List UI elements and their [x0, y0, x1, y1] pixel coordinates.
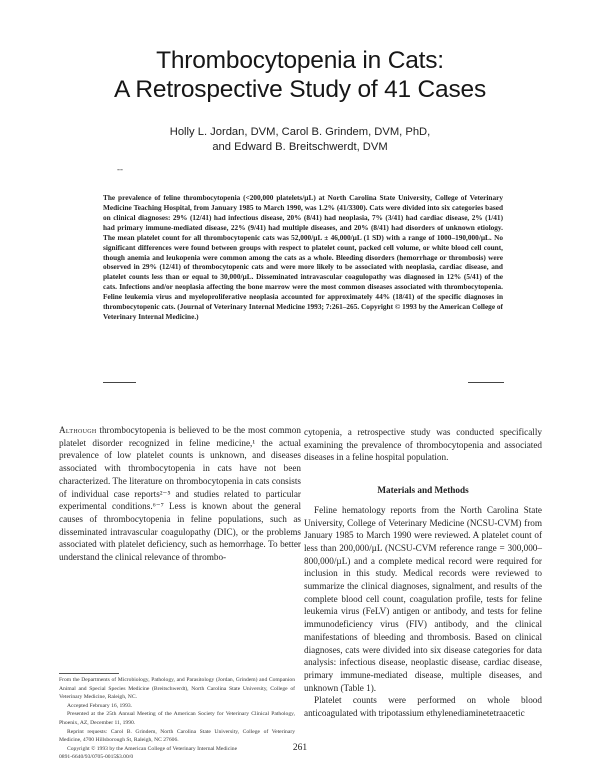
- title-line-1: Thrombocytopenia in Cats:: [156, 47, 444, 74]
- authors-line-2: and Edward B. Breitschwerdt, DVM: [212, 141, 388, 153]
- body-column-left: [59, 424, 301, 564]
- intro-paragraph: [59, 424, 301, 564]
- divider-mark: --: [117, 164, 123, 174]
- abstract-rule-right: [468, 382, 504, 383]
- section-heading: Materials and Methods: [377, 485, 469, 496]
- footnote-presented: Presented at the 25th Annual Meeting of the American Society for Veterinary Clinical Pathology, Phoenix, AZ, December 11, 1990.: [59, 711, 295, 726]
- footnote-copyright: Copyright © 1993 by the American College of Veterinary Internal Medicine: [67, 745, 238, 752]
- authors-line-1: Holly L. Jordan, DVM, Carol B. Grindem, DVM, PhD,: [169, 126, 431, 138]
- article-title: [0, 46, 600, 104]
- methods-paragraph: Feline hematology reports from the North Carolina State University, College of Veterinary Medicine (NCSU-CVM) from January 1985 to March 1990 were reviewed. A platelet count of less than 200,000/µL (NCSU-CVM reference range = 300,000–800,000/µL) and a complete medical record were required for inclusion in this study. Medical records were reviewed to summarize the clinical diagnoses, signalment, and results of the complete blood cell count, coagulation profile, tests for feline leukemia virus (FeLV) antigen or antibody, and tests for feline immunodeficiency virus (FIV) antibody, and the clinical manifestations of bleeding and thrombosis. Based on clinical diagnoses, cats were divided into six disease categories for data analysis: infectious disease, neoplastic disease, cardiac disease, primary immune-mediated disease, multiple diseases, and unknown (Table 1).: [304, 504, 542, 693]
- abstract-rule-left: [103, 382, 136, 383]
- page-number: 261: [292, 743, 308, 753]
- title-line-2: A Retrospective Study of 41 Cases: [114, 76, 486, 103]
- drop-word: Although: [59, 425, 97, 435]
- footnote-reprints: Reprint requests: Carol B. Grindem, North Carolina State University, College of Veterinary Medicine, 4700 Hillsborough St, Raleigh, NC 27606.: [59, 728, 295, 744]
- body-column-right: [304, 426, 542, 720]
- intro-continuation: cytopenia, a retrospective study was conducted specifically examining the prevalence of thrombocytopenia and associated diseases in a feline hospital population.: [304, 427, 542, 463]
- abstract: The prevalence of feline thrombocytopenia (<200,000 platelets/µL) at North Carolina State University, College of Veterinary Medicine Teaching Hospital, from January 1985 to March 1990, was 1.2% (41/3300). Cats were divided into six categories based on clinical diagnoses: 29% (12/41) had infectious disease, 20% (8/41) had neoplasia, 7% (3/41) had cardiac disease, 2% (1/41) had primary immune-mediated disease, 22% (9/41) had multiple diseases, and 20% (8/41) had disorders of unknown etiology. The mean platelet count for all thrombocytopenic cats was 52,000/µL ± 46,000/µL (1 SD) with a range of 1000–190,000/µL. No significant differences were found between groups with respect to platelet count, packed cell volume, or white blood cell count, though anemia and leukopenia were common among the cats as a whole. Bleeding disorders (hemorrhage or thrombosis) were observed in 29% (12/41) of thrombocytopenic cats and were more likely to be associated with neoplasia, cardiac disease, and platelet counts less than or equal to 30,000/µL. Disseminated intravascular coagulopathy was diagnosed in 12% (5/41) of the cats. Infections and/or neoplasia affecting the bone marrow were the most common diseases associated with thrombocytopenia. Feline leukemia virus and myeloproliferative neoplasia accounted for approximately 44% (18/41) of the specific diagnoses in thrombocytopenic cats. (Journal of Veterinary Internal Medicine 1993; 7:261–265. Copyright © 1993 by the American College of Veterinary Internal Medicine.): [103, 193, 503, 322]
- footnote-accepted: Accepted February 16, 1993.: [67, 702, 133, 709]
- footnote-affiliation: From the Departments of Microbiology, Pathology, and Parasitology (Jordan, Grindem) and Companion Animal and Special Species Medicine (Breitschwerdt), North Carolina State University, College of Veterinary Medicine, Raleigh, NC.: [59, 677, 295, 701]
- footnote-rule: [59, 673, 119, 674]
- intro-text: thrombocytopenia is believed to be the most common platelet disorder recognized in feline medicine,¹ the actual prevalence of low platelet counts is unknown, and diseases associated with thrombocytopenia in cats have not been characterized. The literature on thrombocytopenia in cats consists of individual case reports²⁻⁵ and studies related to particular experimental conditions.⁶⁻⁷ Less is known about the general causes of thrombocytopenia in feline populations, such as disseminated intravascular coagulopathy (DIC), or the problems associated with platelet deficiency, such as hemorrhage. To better understand the clinical relevance of thrombo-: [59, 425, 301, 563]
- methods-paragraph-2: Platelet counts were performed on whole blood anticoagulated with tripotassium ethylenediaminetetraacetic: [304, 695, 542, 719]
- author-list: [0, 125, 600, 155]
- footnote-code: 0891-6640/93/0705-0015$3.00/0: [59, 754, 134, 761]
